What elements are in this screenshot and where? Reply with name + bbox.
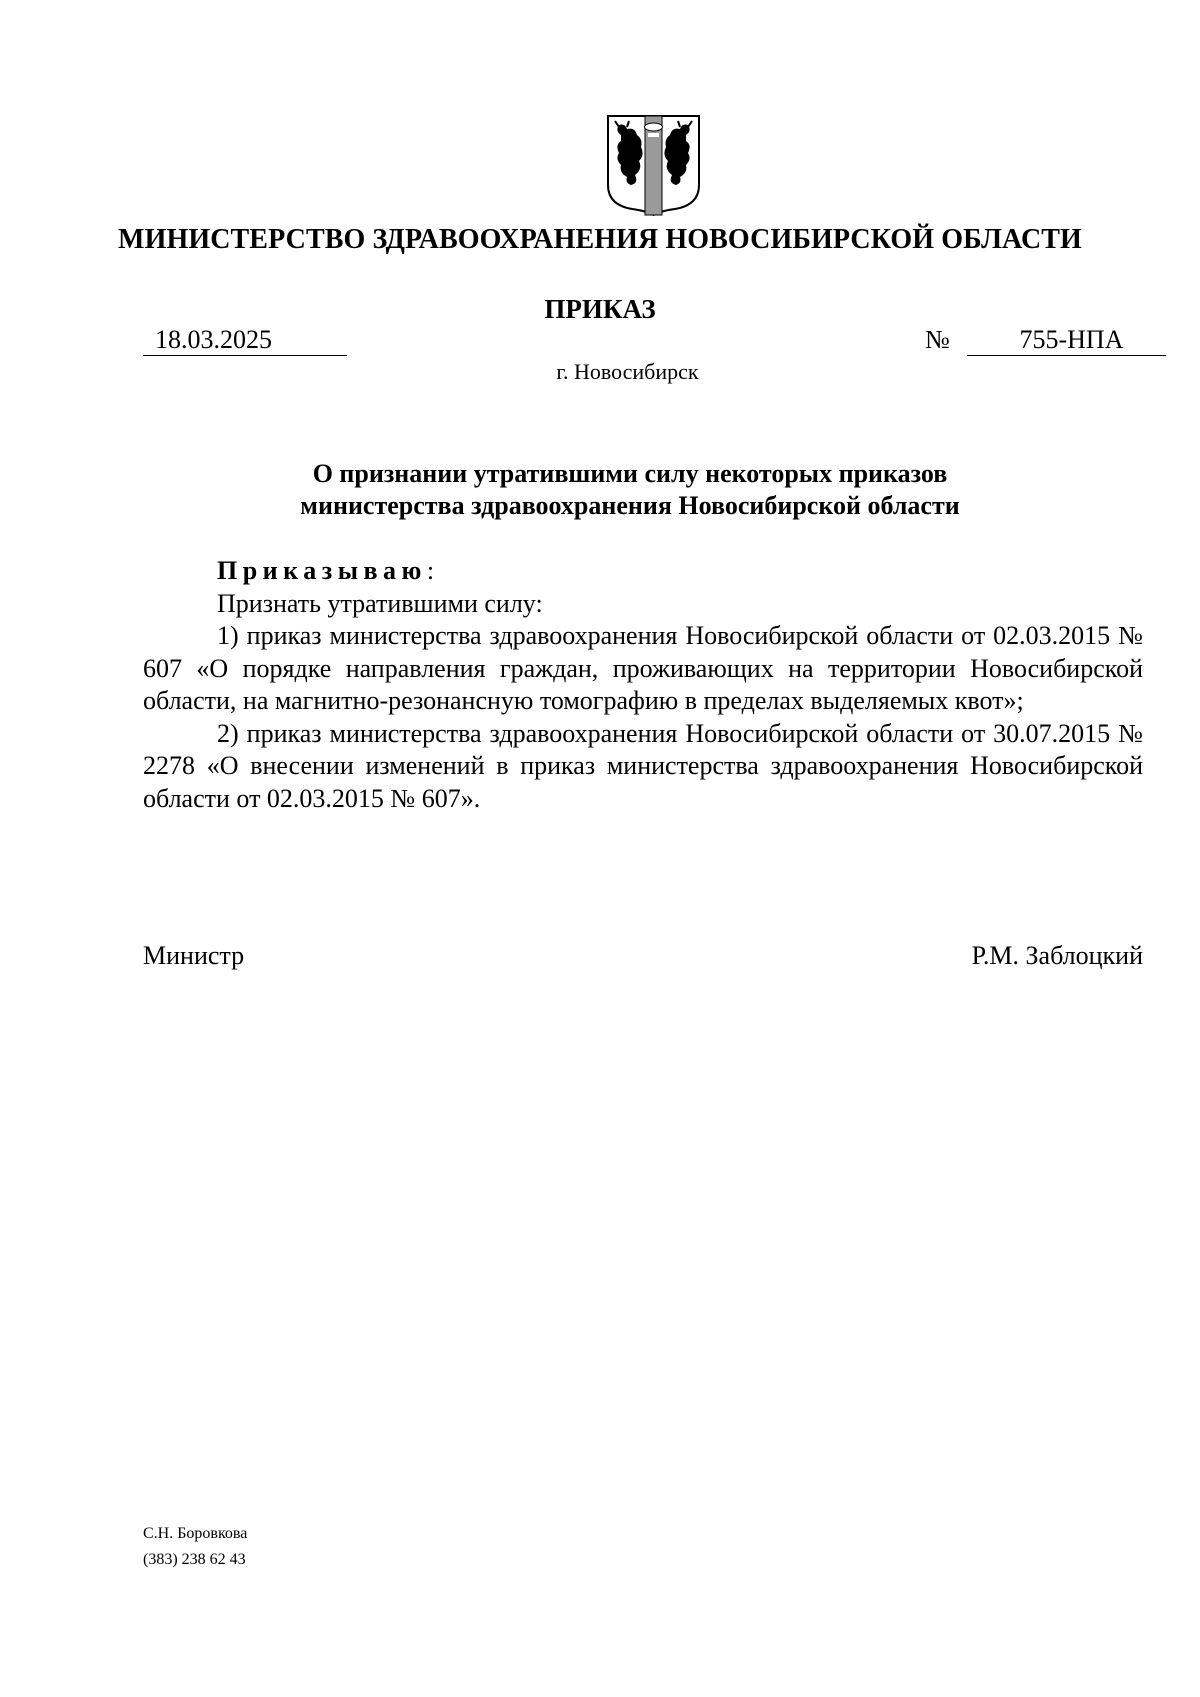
document-body <box>143 555 1143 815</box>
signatory-name: Р.М. Заблоцкий <box>971 941 1143 970</box>
subject-line-1: О признании утратившими силу некоторых приказов <box>312 459 948 488</box>
signature-block <box>143 940 1143 972</box>
intro-line: Признать утратившими силу: <box>217 588 543 618</box>
number-sign: № <box>925 325 950 354</box>
document-date: 18.03.2025 <box>143 325 347 356</box>
subject-line-2: министерства здравоохранения Новосибирской области <box>300 491 960 520</box>
executor-phone: (383) 238 62 43 <box>143 1551 246 1568</box>
ministry-title: МИНИСТЕРСТВО ЗДРАВООХРАНЕНИЯ НОВОСИБИРСКОЙ ОБЛАСТИ <box>118 224 1082 255</box>
order-word: Приказываю <box>217 556 427 585</box>
list-item-2: 2) приказ министерства здравоохранения Новосибирской области от 30.07.2015 № 2278 «О внесении изменений в приказ министерства здравоохранения Новосибирской области от 02.03.2015 № 607». <box>143 718 1143 813</box>
city: г. Новосибирск <box>556 359 699 384</box>
order-colon: : <box>426 556 435 585</box>
coat-of-arms-icon <box>605 113 702 216</box>
signatory-position: Министр <box>143 941 245 970</box>
executor-info <box>143 1521 247 1573</box>
document-type: ПРИКАЗ <box>544 294 656 324</box>
list-item-1: 1) приказ министерства здравоохранения Новосибирской области от 02.03.2015 № 607 «О порядке направления граждан, проживающих на территории Новосибирской области, на магнитно-резонансную томографию в пределах выделяемых квот»; <box>143 621 1143 715</box>
executor-name: С.Н. Боровкова <box>143 1525 248 1542</box>
document-subject <box>240 458 1020 522</box>
order-line <box>143 555 1143 588</box>
document-number: 755-НПА <box>967 325 1166 356</box>
